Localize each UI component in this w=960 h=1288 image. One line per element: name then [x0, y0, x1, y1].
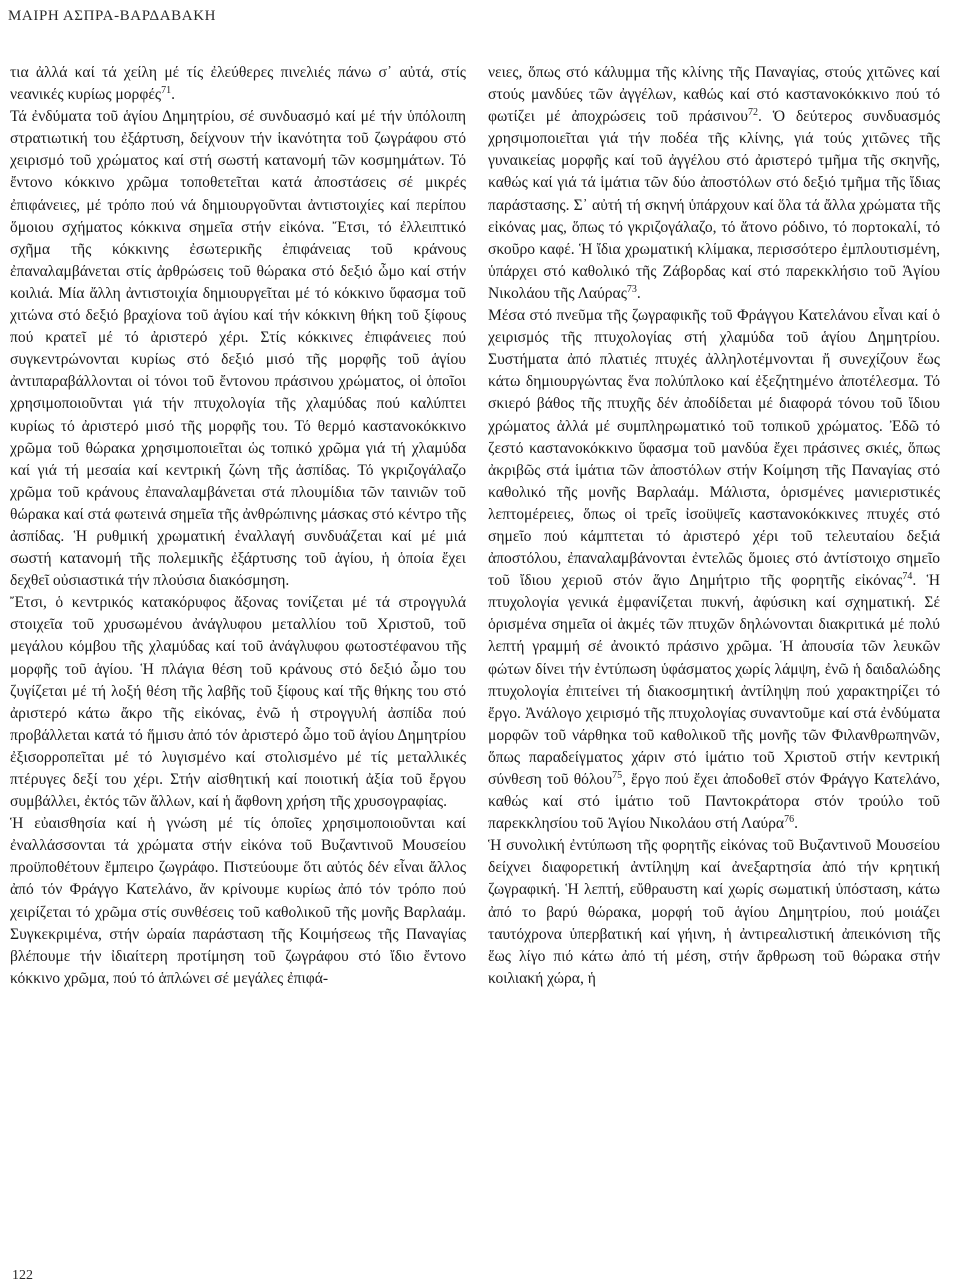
paragraph-5-text-a: νειες, ὅπως στό κάλυμμα τῆς κλίνης τῆς Παναγίας, στούς χιτῶνες καί στούς μανδύες τῶν ἀγγέλων, καθώς καί στό καστανοκόκκινο πού τό φωτίζει μέ ἀποχρώσεις τοῦ πράσινου [488, 64, 940, 126]
paragraph-6-text-d: . [794, 815, 798, 833]
paragraph-5 [488, 62, 940, 305]
page-number: 122 [12, 1268, 33, 1283]
footnote-ref-75: 75 [612, 769, 623, 781]
paragraph-1: τια ἀλλά καί τά χείλη μέ τίς ἐλεύθερες πινελιές πάνω σ᾽ αὐτά, στίς νεανικές κυρίως μορφές$^{71}$. [10, 64, 466, 104]
paragraph-5-text-c: . [636, 284, 641, 302]
paragraph-6-text-a: Μέσα στό πνεῦμα τῆς ζωγραφικῆς τοῦ Φράγγου Κατελάνου εἶναι καί ὁ χειρισμός τῆς πτυχολογίας στή χλαμύδα τοῦ ἁγίου Δημητρίου. Συστήματα ἀπό πλατιές πτυχές ἀλληλοτέμνονται ἤ συνεχίζουν ἕως κάτω δημιουργώντας ἕνα πολύπλοκο καί ἐξεζητημένο ἀποτέλεσμα. Τό σκιερό βάθος τῆς πτυχῆς δέν ἀποδίδεται μέ διαφορά τόνου τοῦ ἴδιου χρώματος ἀλλά μέ συμπληρωματικό τοῦ τοπικοῦ χρώματος. Ἐδῶ τό ζεστό καστανοκόκκινο ὕφασμα τοῦ μανδύα ἔχει πράσινες σκιές, ὅπως ἀκριβῶς στά ἱμάτια τῶν ἀποστόλων στήν Κοίμηση τῆς Παναγίας στό καθολικό τῆς μονῆς Βαρλαάμ. Μάλιστα, ὁρισμένες μανιεριστικές λεπτομέρειες, ὅπως οἱ τρεῖς ἰσοϋψεῖς καστανοκόκκινες πτυχές στό σημεῖο πού κάμπτεται τό ἀριστερό χέρι τοῦ τελευταίου δεξιά ἀποστόλου, ἐπαναλαμβάνονται ἐντελῶς ὅμοιες στό ἀντίστοιχο σημεῖο τοῦ ἴδιου χεριοῦ στόν ἅγιο Δημήτριο τῆς φορητῆς εἰκόνας [488, 307, 940, 590]
paragraph-1-text: τια ἀλλά καί τά χείλη μέ τίς ἐλεύθερες πινελιές πάνω σ᾽ αὐτά, στίς νεανικές κυρίως μορφές [10, 64, 466, 104]
paragraph-3: Ἔτσι, ὁ κεντρικός κατακόρυφος ἄξονας τονίζεται μέ τά στρογγυλά στοιχεῖα τοῦ χρυσωμένου ἀνάγλυφου μεταλλίου τοῦ Χριστοῦ, τοῦ μεγάλου κόμβου τῆς χλαμύδας καί τοῦ ἀνάγλυφου φωτοστέφανου τῆς μορφῆς τοῦ ἁγίου. Ἡ πλάγια θέση τοῦ κράνους στό δεξιό ὦμο του ζυγίζεται μέ τή λοξή θέση τῆς λαβῆς τοῦ ξίφους καί τῆς θήκης του στό ἀριστερό κάτω ἄκρο τῆς εἰκόνας, ἐνῶ ἡ στρογγυλή ἀσπίδα πού προβάλλεται κατά τό ἥμισυ ἀπό τόν ἀριστερό ὦμο τοῦ ἁγίου Δημητρίου ἐξισορροπεῖται μέ τό λυγισμένο καί στολισμένο μέ τίς μεταλλικές πτέρυγες δεξί του χέρι. Στήν αἰσθητική καί ποιοτική ἀξία τοῦ ἔργου συμβάλλει, ἐκτός τῶν ἄλλων, καί ἡ ἄφθονη χρήση τῆς χρυσογραφίας. [10, 594, 466, 811]
paragraph-4: Ἡ εὐαισθησία καί ἡ γνώση μέ τίς ὁποῖες χρησιμοποιοῦνται καί ἐναλλάσσονται τά χρώματα στήν εἰκόνα τοῦ Βυζαντινοῦ Μουσείου προϋποθέτουν ἔμπειρο ζωγράφο. Πιστεύουμε ὅτι αὐτός δέν εἶναι ἄλλος ἀπό τόν Φράγγο Κατελάνο, ἄν κρίνουμε κυρίως ἀπό τόν τρόπο πού χειρίζεται τό χρῶμα στίς συνθέσεις τοῦ καθολικοῦ τῆς μονῆς Βαρλαάμ. Συγκεκριμένα, στήν ὡραία παράσταση τῆς Κοιμήσεως τῆς Παναγίας βλέπουμε τήν ἰδιαίτερη προτίμηση τοῦ ζωγράφου στό ἴδιο ἔντονο κόκκινο χρῶμα, πού τό ἁπλώνει σέ μεγάλες ἐπιφά- [10, 815, 466, 987]
footnote-ref-72: 72 [747, 107, 758, 118]
footnote-ref-76: 76 [784, 814, 795, 825]
running-head: ΜΑΙΡΗ ΑΣΠΡΑ-ΒΑΡΔΑΒΑΚΗ [8, 8, 217, 24]
paragraph-6-text-b: . Ἡ πτυχολογία γενικά ἐμφανίζεται πυκνή, ἀφύσικη καί σχηματική. Σέ ὁρισμένα σημεῖα οἱ ἀκμές τῶν πτυχῶν δηλώνονται διακριτικά μέ πολύ λεπτή γραμμή σέ ἀνοικτό πράσινο χρῶμα. Ἡ ἀπουσία τῶν λευκῶν φώτων δίνει τήν ἐντύπωση ὑφάσματος χωρίς λάμψη, ἐνῶ ἡ δαιδαλώδης πτυχολογία ἐπιτείνει τή διακοσμητική ἀντίληψη πού χαρακτηρίζει τό ἔργο. Ἀνάλογο χειρισμό τῆς πτυχολογίας συναντοῦμε καί στά ἐνδύματα μορφῶν τοῦ νάρθηκα τοῦ καθολικοῦ τῆς μονῆς τῶν Φιλανθρωπηνῶν, ὅπως παραδείγματος χάριν στό ἱμάτιο τοῦ Χριστοῦ στήν κεντρική σύνθεση τοῦ θόλου [488, 572, 940, 788]
paragraph-5-text-b: . Ὁ δεύτερος συνδυασμός χρησιμοποιεῖται γιά τήν ποδέα τῆς κλίνης, γιά τούς χιτῶνες τῆς γυναικείας μορφῆς καί τοῦ ἀγγέλου στό ἀριστερό τμῆμα τῆς σκηνῆς, καθώς καί γιά τά ἱμάτια τῶν δύο ἀποστόλων στό δεξιό τμῆμα τῆς ἴδιας παράστασης. Σ᾽ αὐτή τή σκηνή ὑπάρχουν καί ὅλα τά ἄλλα χρώματα τῆς εἰκόνας μας, ὅπως τό γκριζογάλαζο, τό ἄτονο ρόδινο, τό πορτοκαλί, τό σκοῦρο καφέ. Ἡ ἴδια χρωματική κλίμακα, περισσότερο ἐμπλουτισμένη, ὑπάρχει στό καθολικό τῆς Ζάβορδας καί στό παρεκκλήσιο τοῦ Ἁγίου Νικολάου τῆς Λαύρας [488, 108, 940, 302]
left-column [10, 62, 466, 1262]
footnote-ref-71: 71 [161, 84, 172, 96]
paragraph-7: Ἡ συνολική ἐντύπωση τῆς φορητῆς εἰκόνας τοῦ Βυζαντινοῦ Μουσείου δείχνει διαφορετική ἀντίληψη καί ἀνεξαρτησία ἀπό τήν κρητική ζωγραφική. Ἡ λεπτή, εὔθραυστη καί χωρίς σωματική ὑπόσταση, κάτω ἀπό το βαρύ θώρακα, μορφή τοῦ ἁγίου Δημητρίου, πού μοιάζει ταυτόχρονα ὑπερβατική καί γήινη, ἡ ἀντιρεαλιστική ἀπεικόνιση τῆς ἕως λίγο πιό κάτω ἀπό τή μέση, στήν ἄρθρωση τοῦ θώρακα στήν κοιλιακή χώρα, ἡ [488, 837, 940, 987]
footnote-ref-73: 73 [626, 283, 637, 295]
footnote-ref-74: 74 [902, 570, 913, 582]
paragraph-6-text-c: , ἔργο πού ἔχει ἀποδοθεῖ στόν Φράγγο Κατελάνο, καθώς καί στό ἱμάτιο τοῦ Παντοκράτορα στόν τρούλο τοῦ παρεκκλησίου τοῦ Ἁγίου Νικολάου στή Λαύρα [488, 771, 940, 833]
paragraph-6 [488, 305, 940, 835]
right-column [488, 62, 940, 1262]
paragraph-2: Τά ἐνδύματα τοῦ ἁγίου Δημητρίου, σέ συνδυασμό καί μέ τήν ὑπόλοιπη στρατιωτική του ἐξάρτυση, δείχνουν τήν ἱκανότητα τοῦ ζωγράφου στό χειρισμό τοῦ χρώματος καί στή σωστή κατανομή τῶν κοσμημάτων. Τό ἔντονο κόκκινο χρῶμα τοποθετεῖται κατά ἀποστάσεις σέ μικρές ἐπιφάνειες, μέ τρόπο πού νά δημιουργοῦνται ἀντιστοιχίες καί περίπου ὅμοιου σχήματος κόκκινα σημεῖα στήν εἰκόνα. Ἔτσι, τό ἐλλειπτικό σχῆμα τῆς κόκκινης ἐσωτερικῆς ἐπιφάνειας τοῦ κράνους ἐπαναλαμβάνεται στίς ἀρθρώσεις τοῦ θώρακα στό δεξιό ὦμο καί στήν κοιλιά. Μία ἄλλη ἀντιστοιχία δημιουργεῖται μέ τό κόκκινο ὕφασμα τοῦ χιτώνα στό δεξιό βραχίονα τοῦ ἁγίου καί τήν κόκκινη θήκη τοῦ ξίφους πού κρατεῖ μέ τό ἀριστερό χέρι. Στίς κόκκινες ἐπιφάνειες πού συγκεντρώνονται κυρίως στό δεξιό μισό τῆς μορφῆς τοῦ ἁγίου ἀντιπαραβάλλονται οἱ τόνοι τοῦ ἔντονου πράσινου χρώματος, οἱ ὁποῖοι χρησιμοποιοῦνται γιά τήν πτυχολογία τῆς χλαμύδας πού καλύπτει κυρίως τό ἀριστερό μισό τῆς μορφῆς του. Τό θερμό καστανοκόκκινο χρῶμα τοῦ θώρακα χρησιμοποιεῖται ὡς τοπικό χρῶμα γιά τή χλαμύδα καί γιά τή μεσαία καί κεντρική ζώνη τῆς ἀσπίδας. Τό γκριζογάλαζο χρῶμα τοῦ κράνους ἐπαναλαμβάνεται στά πλουμίδια τῶν ταινιῶν τοῦ θώρακα καί στά φωτεινά σημεῖα τῆς ἀνθρώπινης μάσκας στό κέντρο τῆς ἀσπίδας. Ἡ ρυθμική χρωματική ἐναλλαγή συνδυάζεται καί μέ μιά σωστή κατανομή τῆς πολεμικῆς ἐξάρτυσης τοῦ ἁγίου, ἡ ὁποία ἔχει δεχθεῖ οὐσιαστικά τήν πλούσια διακόσμηση. [10, 108, 466, 590]
